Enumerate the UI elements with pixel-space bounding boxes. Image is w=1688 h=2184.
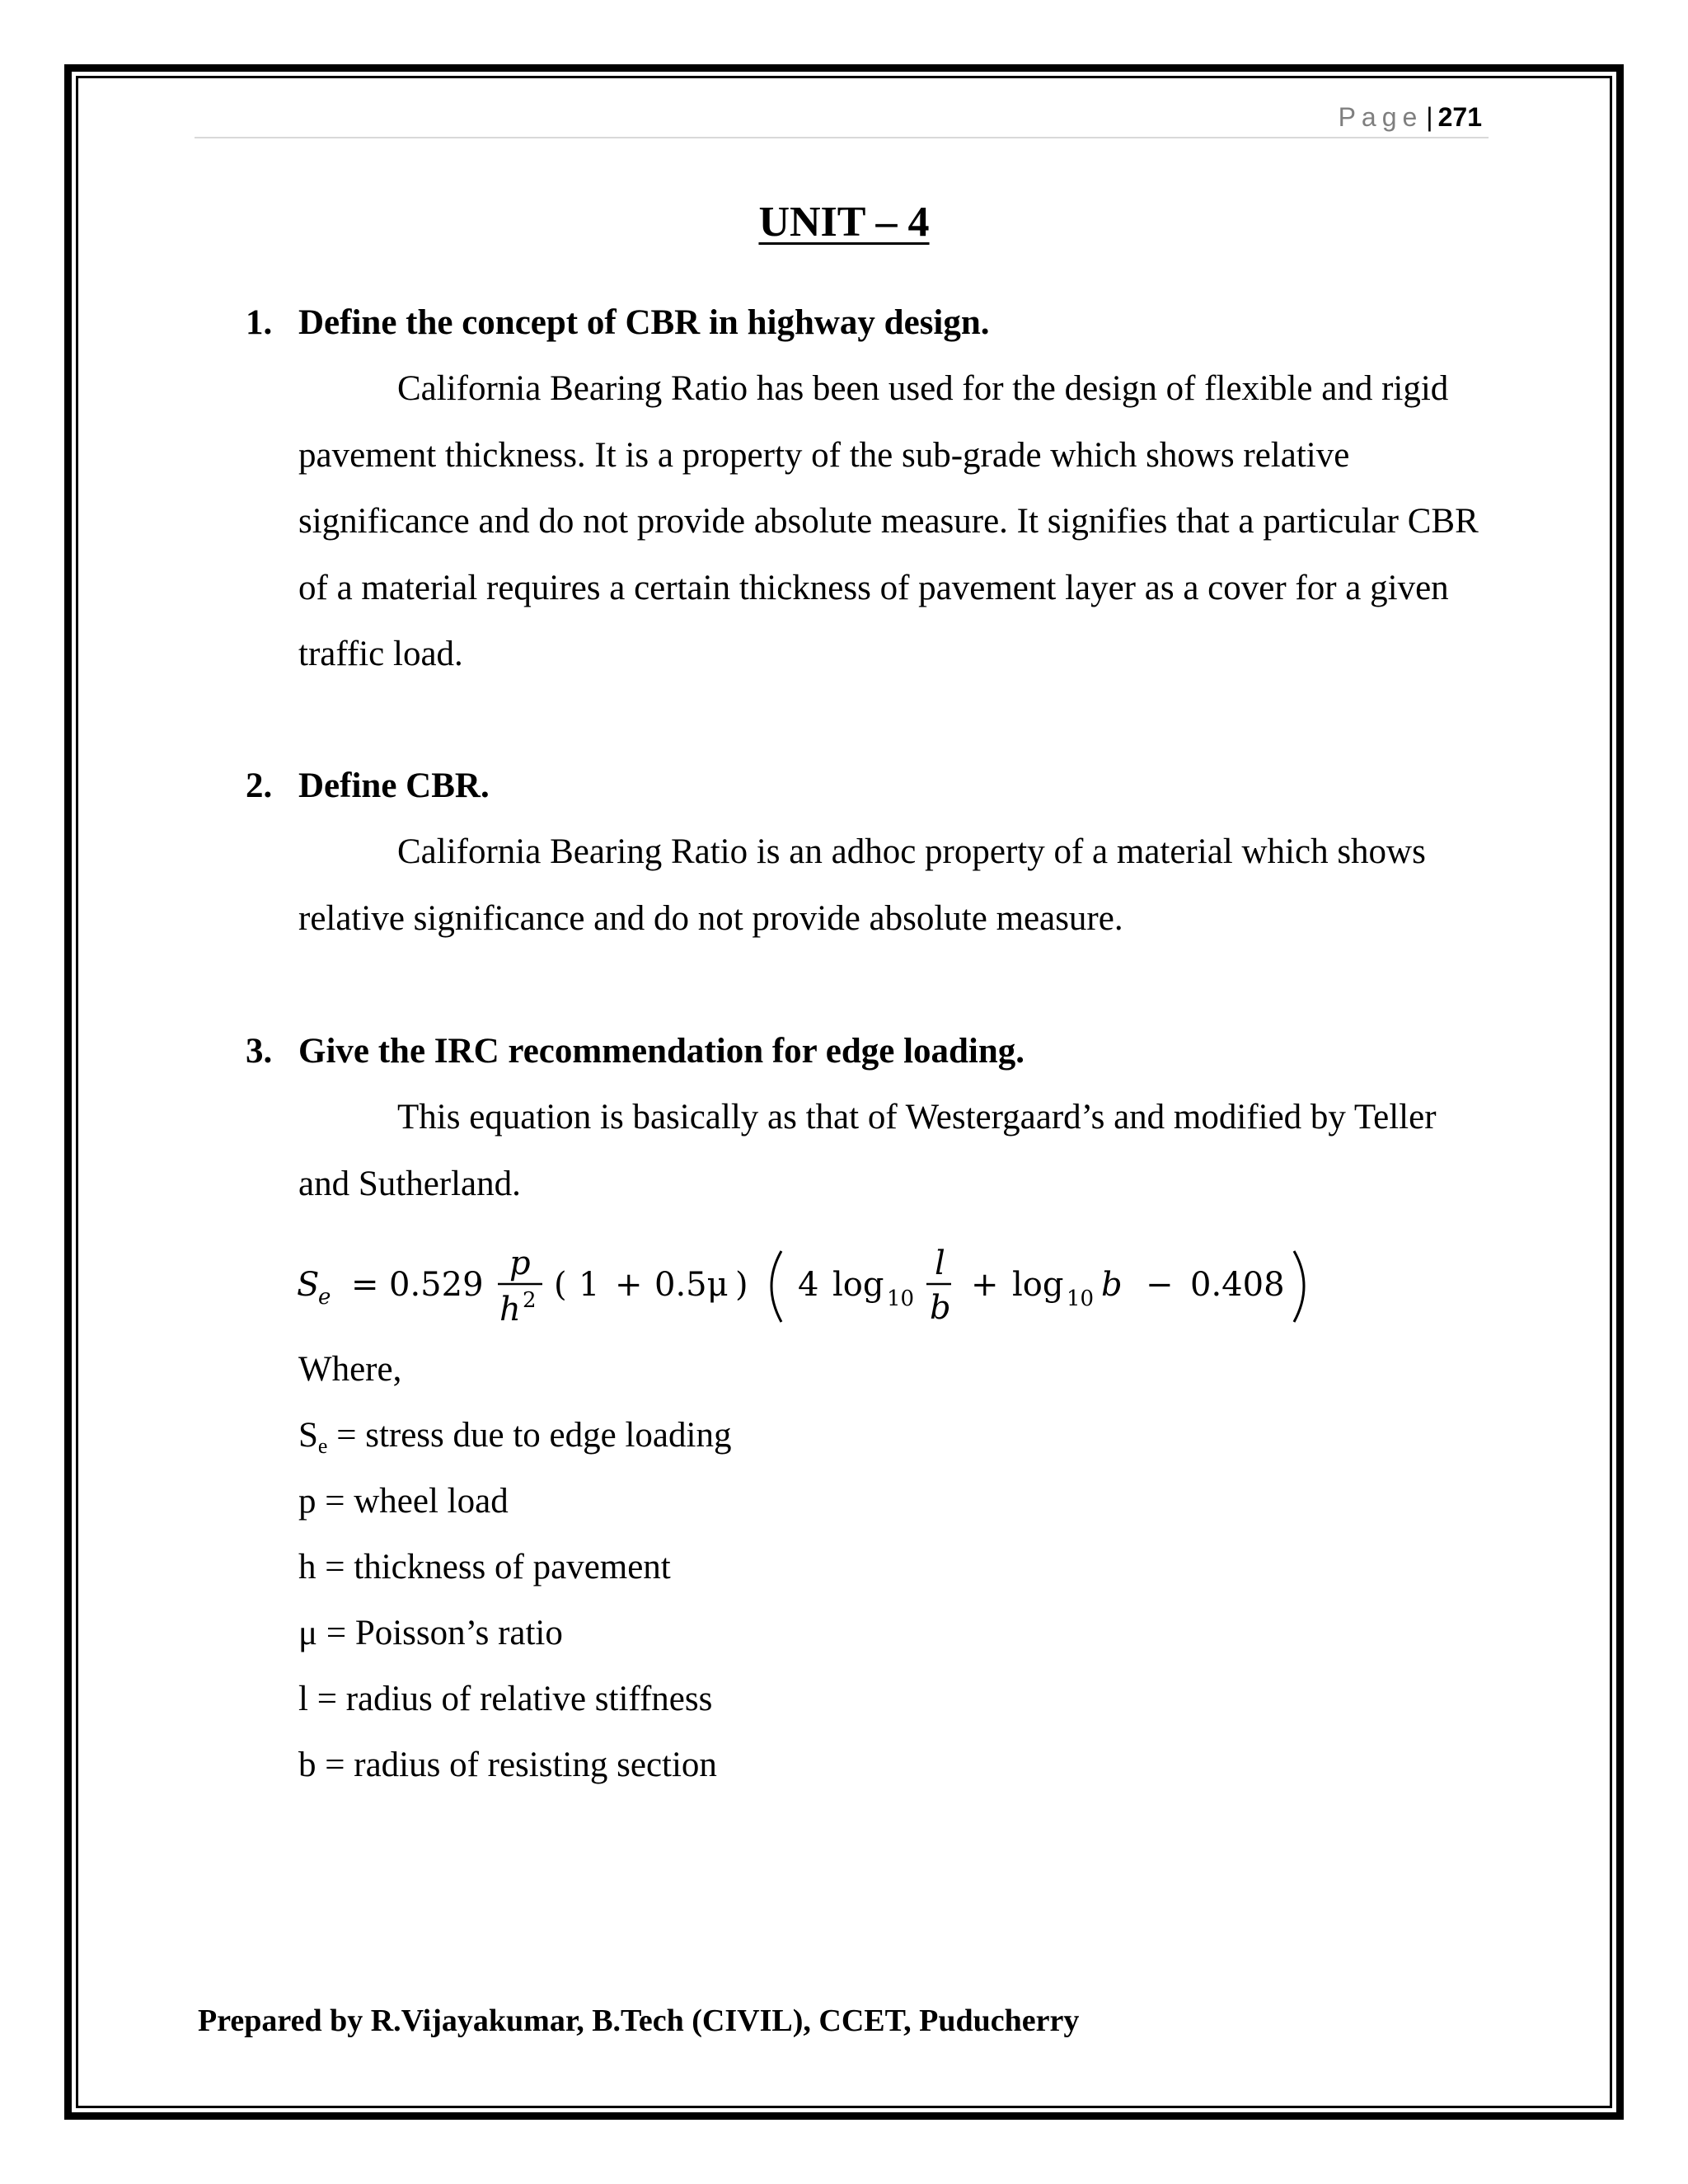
eq-equals: = (351, 1266, 379, 1304)
where-item-mu (298, 1612, 563, 1655)
page-number-block (1339, 101, 1482, 134)
edge-loading-equation (292, 1226, 1363, 1342)
eq-plus-1: + (615, 1266, 643, 1304)
where-symbol: p (298, 1482, 316, 1521)
eq-four: 4 (798, 1266, 819, 1304)
eq-paren-close: ) (735, 1266, 748, 1304)
eq-term-one: 1 (579, 1266, 600, 1304)
eq-frac1-num: p (509, 1244, 531, 1282)
where-item-h (298, 1546, 671, 1589)
eq-log-1: log (832, 1266, 884, 1304)
where-item-se (298, 1414, 731, 1457)
question-text: Define the concept of CBR in highway design. (298, 303, 990, 342)
where-symbol-sub: e (317, 1434, 328, 1458)
page-header (195, 97, 1489, 138)
answer-1-text: California Bearing Ratio has been used for the design of flexible and rigid pavement thickness. It is a property of the sub-grade which shows relative significance and do not provide absolute measure. It signifies that a particular CBR of a material requires a certain thickness of pavement layer as a cover for a given traffic load. (298, 369, 1479, 673)
where-definition: = stress due to edge loading (327, 1416, 732, 1455)
answer-3 (298, 1085, 1493, 1217)
where-item-l (298, 1678, 712, 1721)
eq-frac1-den-sup: 2 (523, 1288, 537, 1313)
where-definition: = wheel load (316, 1482, 509, 1521)
eq-big-paren-close (1294, 1251, 1304, 1322)
where-symbol: S (298, 1416, 318, 1455)
eq-b: b (1101, 1266, 1123, 1304)
page-separator: | (1426, 102, 1433, 132)
eq-log-base-2: 10 (1067, 1286, 1095, 1311)
eq-big-paren-open (771, 1251, 781, 1322)
where-definition: = radius of resisting section (316, 1746, 717, 1784)
question-1-heading (246, 302, 990, 344)
eq-term-mu: 0.5μ (654, 1266, 729, 1304)
where-symbol: l (298, 1680, 308, 1718)
unit-title: UNIT – 4 (758, 199, 930, 246)
eq-frac2-num: l (935, 1244, 945, 1282)
eq-log-base-1: 10 (887, 1286, 915, 1311)
answer-3-text: This equation is basically as that of Westergaard’s and modified by Teller and Sutherland. (298, 1098, 1437, 1203)
page-number: 271 (1437, 102, 1482, 132)
answer-2 (298, 819, 1493, 952)
eq-minus: − (1146, 1266, 1174, 1304)
eq-paren-open: ( (554, 1266, 567, 1304)
eq-frac1-den: h (499, 1291, 521, 1329)
question-number: 1. (246, 303, 273, 342)
footer-credit: Prepared by R.Vijayakumar, B.Tech (CIVIL), CCET, Puducherry (198, 2004, 1080, 2038)
where-label: Where, (298, 1350, 402, 1389)
question-3-heading (246, 1030, 1025, 1073)
answer-1 (298, 356, 1493, 688)
eq-frac2-den: b (930, 1289, 951, 1327)
question-number: 3. (246, 1032, 273, 1071)
eq-coefficient: 0.529 (389, 1266, 484, 1304)
where-symbol: μ (298, 1614, 318, 1652)
where-item-p (298, 1480, 509, 1523)
eq-plus-2: + (971, 1266, 999, 1304)
question-number: 2. (246, 766, 273, 805)
where-item-b (298, 1744, 717, 1787)
where-symbol: h (298, 1548, 316, 1586)
page-label: Page (1338, 102, 1423, 132)
where-definition: = thickness of pavement (316, 1548, 671, 1586)
eq-lhs: S (297, 1266, 320, 1304)
eq-lhs-sub: e (318, 1285, 331, 1310)
where-definition: = radius of relative stiffness (307, 1680, 713, 1718)
eq-constant: 0.408 (1190, 1266, 1285, 1304)
question-text: Define CBR. (298, 766, 490, 805)
answer-2-text: California Bearing Ratio is an adhoc property of a material which shows relative significance and do not provide absolute measure. (298, 832, 1426, 938)
question-text: Give the IRC recommendation for edge loading. (298, 1032, 1025, 1071)
where-definition: = Poisson’s ratio (317, 1614, 563, 1652)
question-2-heading (246, 765, 490, 808)
eq-log-2: log (1012, 1266, 1064, 1304)
where-symbol: b (298, 1746, 316, 1784)
